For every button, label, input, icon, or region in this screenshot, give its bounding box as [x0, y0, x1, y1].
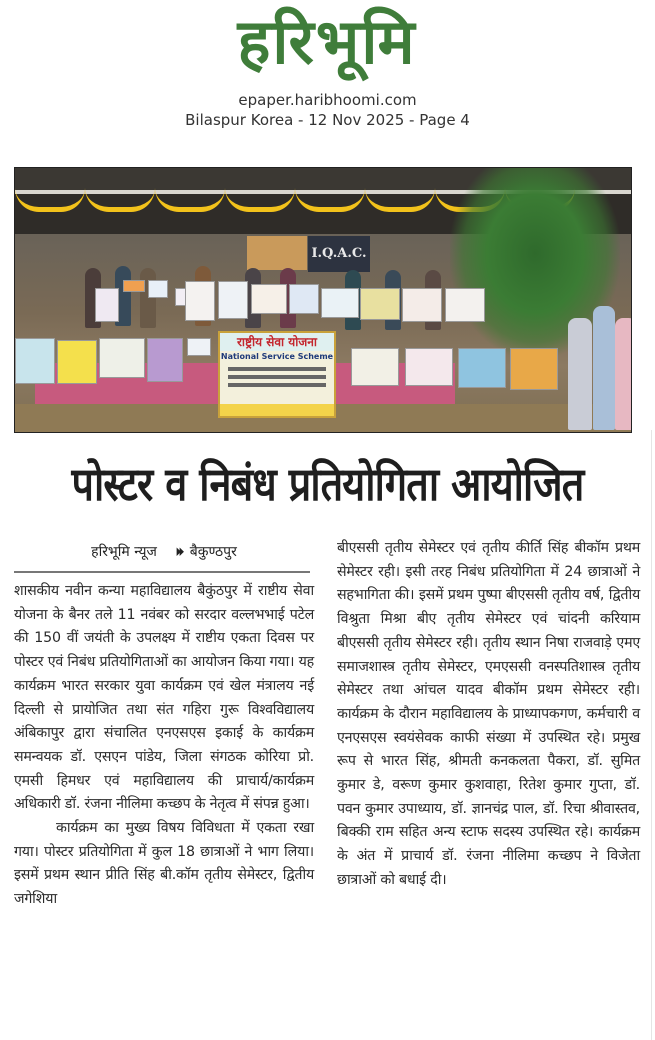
article-paragraph: बीएससी तृतीय सेमेस्टर एवं तृतीय कीर्ति सिंह बीकॉम प्रथम सेमेस्टर रही। इसी तरह निबंध प्रतियोगिता में 24 छात्राओं ने सहभागिता की। इसमें प्रथम पुष्पा बीएससी तृतीय वर्ष, द्वितीय विश्रुता मिश्रा बीए तृतीय सेमेस्टर एवं चांदनी करियाम बीएससी तृतीय सेमेस्टर रही। तृतीय स्थान निषा राजवाड़े एमए समाजशास्त्र तृतीय सेमेस्टर, एमएससी वनस्पतिशास्त्र तृतीय सेमेस्टर तथा आंचल यादव बीकॉम प्रथम सेमेस्टर रही। कार्यक्रम के दौरान महाविद्यालय के प्राध्यापकगण, कर्मचारी व एनएसएस स्वयंसेवक काफी संख्या में उपस्थित रहे। प्रमुख रूप से भारत सिंह, श्रीमती कनकलता पैकरा, डॉ. सुमित कुमार डे, वरूण कुमार कुशवाहा, रितेश कुमार गुप्ता, डॉ. पवन कुमार उपाध्याय, डॉ. ज्ञानचंद्र पाल, डॉ. रिचा श्रीवास्तव, बिक्की राम सहित अन्य स्टाफ सदस्य उपस्थित रहे। कार्यक्रम के अंत में प्राचार्य डॉ. रंजना नीलिमा कच्छप ने विजेता छात्राओं को बधाई दी।: [337, 540, 640, 888]
poster-artwork: [351, 348, 399, 386]
fast-forward-icon: ⏵⏵: [175, 545, 182, 559]
byline-divider: [14, 571, 310, 573]
banner-title: राष्ट्रीय सेवा योजना: [220, 333, 334, 351]
banner-text-line: [228, 375, 326, 379]
poster-artwork: [57, 340, 97, 384]
poster-artwork: [185, 281, 215, 321]
poster-artwork: [321, 288, 359, 318]
person-figure: [615, 318, 632, 430]
poster-artwork: [289, 284, 319, 314]
article-column-right: [337, 537, 640, 893]
article-paragraph: कार्यक्रम का मुख्य विषय विविधता में एकता रखा गया। पोस्टर प्रतियोगिता में कुल 18 छात्राओं ने भाग लिया। इसमें प्रथम स्थान प्रीति सिंह बी.कॉम तृतीय सेमेस्टर, द्वितीय जगेशिया: [14, 820, 314, 908]
byline-source: हरिभूमि न्यूज: [91, 544, 157, 560]
banner-text-line: [228, 383, 326, 387]
masthead: [0, 0, 655, 135]
poster-artwork: [123, 280, 145, 292]
poster-artwork: [360, 288, 400, 320]
banner-footer: [220, 404, 334, 416]
nss-banner: [218, 331, 336, 418]
poster-artwork: [218, 281, 248, 319]
news-photo: [14, 167, 632, 433]
byline: [14, 540, 314, 568]
poster-artwork: [402, 288, 442, 322]
poster-artwork: [458, 348, 506, 388]
photo-sign-board: [247, 236, 307, 270]
poster-artwork: [445, 288, 485, 322]
edition-line: Bilaspur Korea - 12 Nov 2025 - Page 4: [185, 111, 470, 129]
iqac-sign: I.Q.A.C.: [308, 236, 370, 272]
person-figure: [140, 268, 156, 328]
poster-artwork: [95, 288, 119, 322]
article-paragraph: शासकीय नवीन कन्या महाविद्यालय बैकुंठपुर में राष्टीय सेवा योजना के बैनर तले 11 नवंबर को सरदार वल्लभभाई पटेल की 150 वीं जयंती के उपलक्ष्य में राष्टीय एकता दिवस पर पोस्टर एवं निबंध प्रतियोगिताओं का आयोजन किया गया। यह कार्यक्रम भारत सरकार युवा कार्यक्रम एवं खेल मंत्रालय नई दिल्ली से प्रायोजित तथा संत गहिरा गुरू विश्वविद्यालय अंबिकापुर द्वारा संचालित एनएसएस इकाई के कार्यक्रम समन्वयक डॉ. एसएन पांडेय, जिला संगठक कोरिया प्रो. एमसी हिमधर एवं महाविद्यालय की प्राचार्य/कार्यक्रम अधिकारी डॉ. रंजना नीलिमा कच्छप के नेतृत्व में संपन्न हुआ।: [14, 583, 314, 813]
article-headline: पोस्टर व निबंध प्रतियोगिता आयोजित: [71, 457, 584, 511]
haribhoomi-logo[interactable]: हरिभूमि: [237, 5, 417, 78]
site-url[interactable]: epaper.haribhoomi.com: [238, 91, 417, 109]
poster-artwork: [187, 338, 211, 356]
poster-artwork: [510, 348, 558, 390]
poster-artwork: [405, 348, 453, 386]
poster-artwork: [147, 338, 183, 382]
poster-artwork: [251, 284, 287, 314]
poster-artwork: [15, 338, 55, 384]
person-figure: [593, 306, 615, 430]
article-column-left: [14, 580, 314, 912]
poster-artwork: [99, 338, 145, 378]
banner-subtitle: National Service Scheme: [220, 352, 334, 361]
byline-location: बैकुण्ठपुर: [189, 544, 237, 560]
page-edge-rule: [651, 430, 652, 1040]
banner-text-line: [228, 367, 326, 371]
poster-artwork: [148, 280, 168, 298]
person-figure: [568, 318, 592, 430]
